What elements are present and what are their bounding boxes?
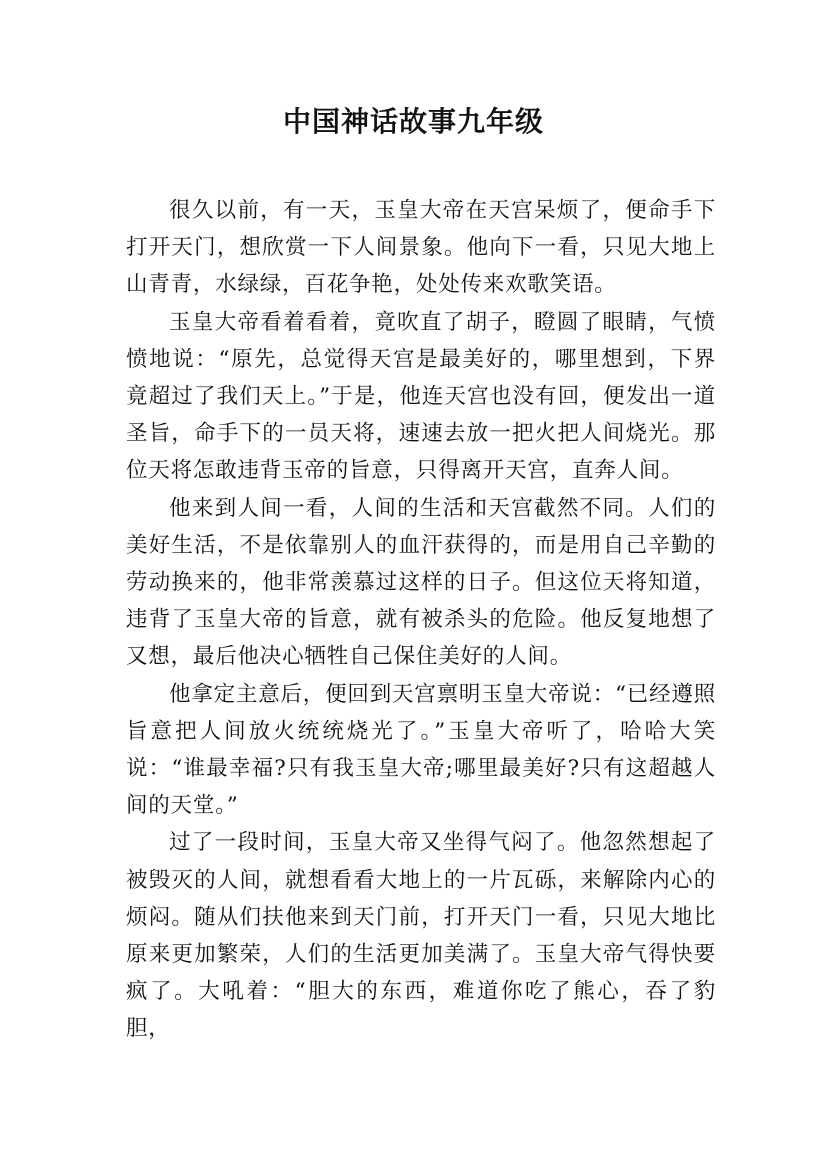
paragraph-4: 他拿定主意后，便回到天宫禀明玉皇大帝说：“已经遵照旨意把人间放火统统烧光了。”玉皇大帝听了，哈哈大笑说：“谁最幸福?只有我玉皇大帝;哪里最美好?只有这超越人间的天堂。” [126, 681, 716, 819]
paragraph-1: 很久以前，有一天，玉皇大帝在天宫呆烦了，便命手下打开天门，想欣赏一下人间景象。他向下一看，只见大地上山青青，水绿绿，百花争艳，处处传来欢歌笑语。 [126, 198, 716, 298]
document-title: 中国神话故事九年级 [282, 105, 544, 138]
paragraph-5: 过了一段时间，玉皇大帝又坐得气闷了。他忽然想起了被毁灭的人间，就想看看大地上的一片瓦砾，来解除内心的烦闷。随从们扶他来到天门前，打开天门一看，只见大地比原来更加繁荣，人们的生活更加美满了。玉皇大帝气得快要疯了。大吼着：“胆大的东西，难道你吃了熊心，吞了豹胆， [126, 830, 716, 1042]
paragraph-3: 他来到人间一看，人间的生活和天宫截然不同。人们的美好生活，不是依靠别人的血汗获得的，而是用自己辛勤的劳动换来的，他非常羡慕过这样的日子。但这位天将知道，违背了玉皇大帝的旨意，就有被杀头的危险。他反复地想了又想，最后他决心牺牲自己保住美好的人间。 [126, 495, 716, 670]
document-body [126, 192, 716, 1048]
paragraph-2: 玉皇大帝看着看着，竟吹直了胡子，瞪圆了眼睛，气愤愤地说：“原先，总觉得天宫是最美好的，哪里想到，下界竟超过了我们天上。”于是，他连天宫也没有回，便发出一道圣旨，命手下的一员天将，速速去放一把火把人间烧光。那位天将怎敢违背玉帝的旨意，只得离开天宫，直奔人间。 [126, 309, 716, 484]
